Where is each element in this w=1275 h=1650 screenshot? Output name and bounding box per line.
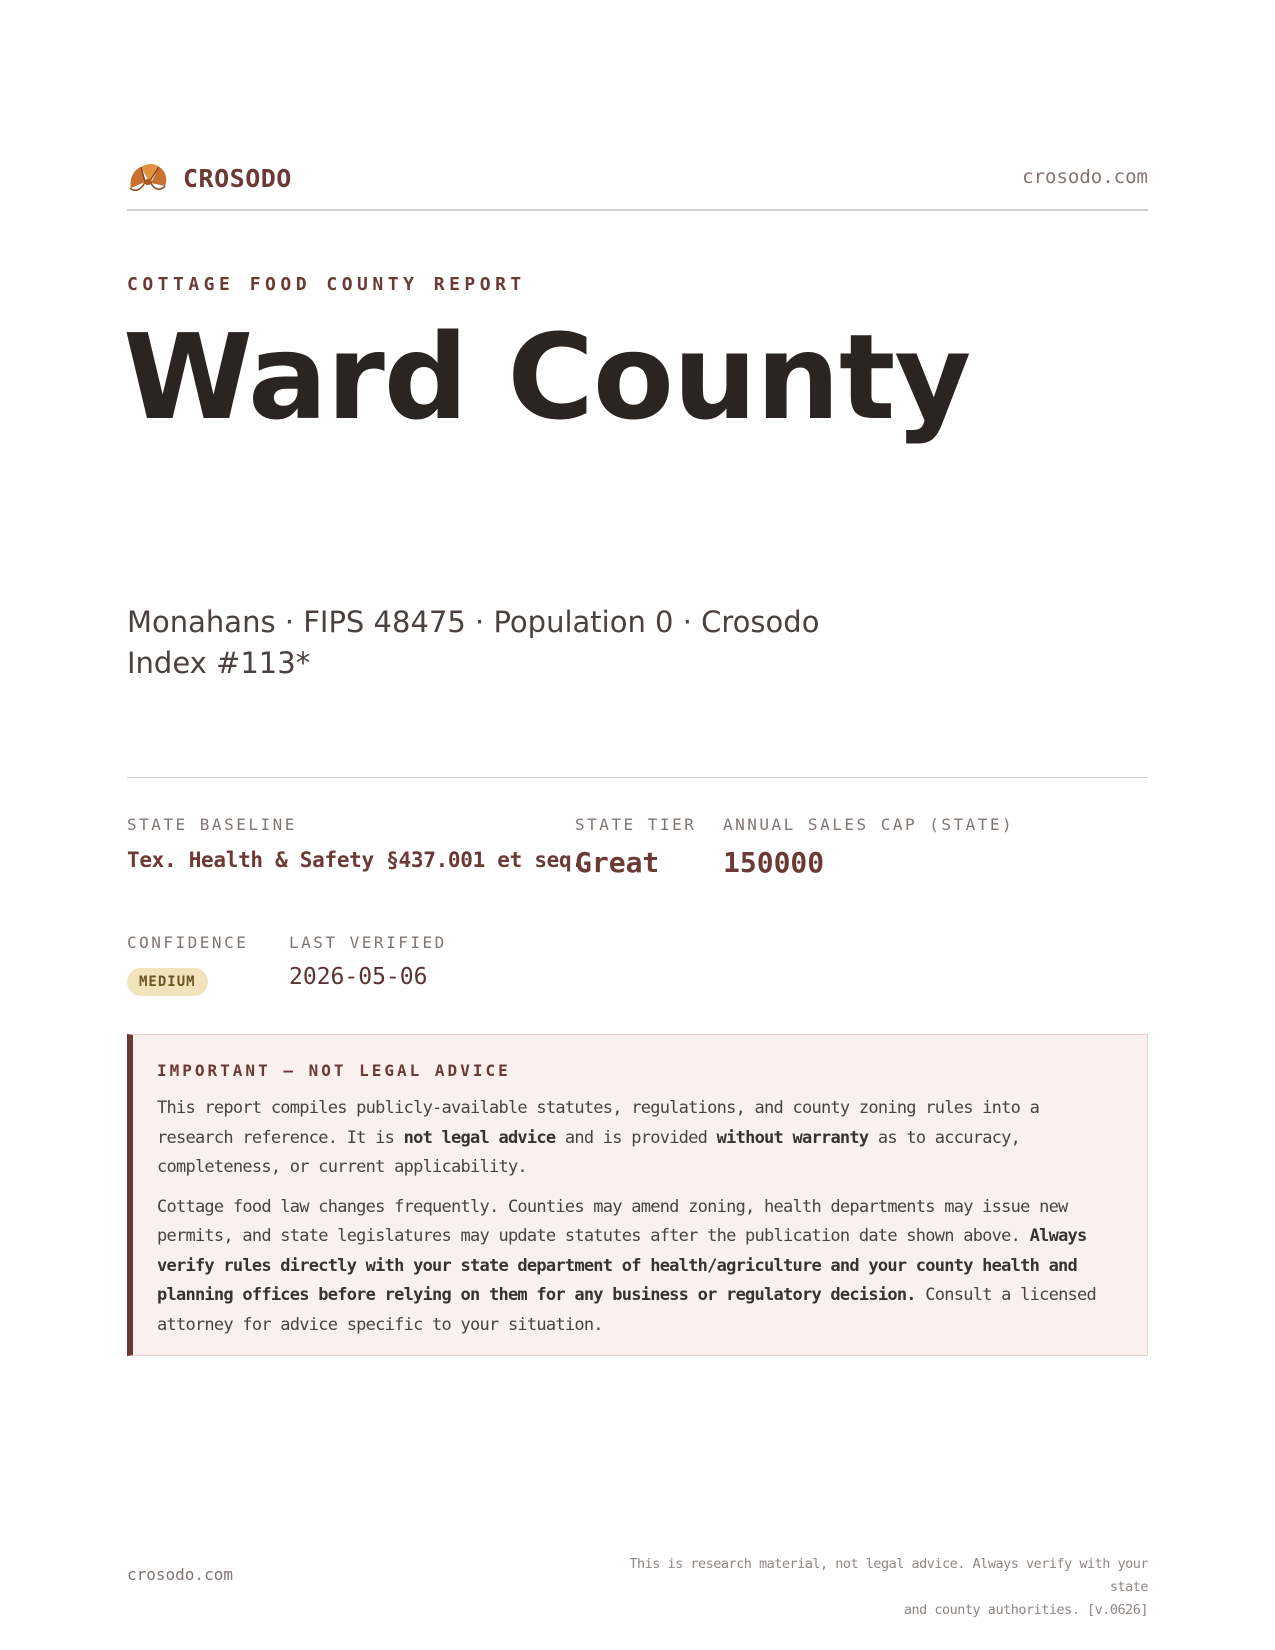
disclaimer-text: This report compiles publicly-available statutes, regulations, and county zoning rules into a research reference. It is [157,1098,1040,1148]
state-baseline-value: Tex. Health & Safety §437.001 et seq. [127,848,584,872]
brand-name: CROSODO [183,163,292,193]
footer-disclaimer-line: and county authorities. [v.0626] [903,1602,1148,1618]
site-url-link[interactable]: crosodo.com [1022,166,1148,188]
disclaimer-title: IMPORTANT — NOT LEGAL ADVICE [157,1061,511,1080]
sales-cap-field [723,815,1014,879]
state-tier-field [575,815,696,879]
sales-cap-value: 150000 [723,846,825,879]
confidence-field [127,933,248,996]
brand-logo[interactable] [127,158,292,198]
page-header [127,158,1148,208]
croissant-icon [127,158,169,198]
disclaimer-emphasis: not legal advice [403,1127,556,1148]
disclaimer-emphasis: without warranty [716,1127,869,1148]
section-divider [127,777,1148,778]
state-baseline-field [127,815,584,872]
disclaimer-emphasis: Always verify rules directly with your state department of health/agriculture and your county health and planning offices before relying on them for any business or regulatory decision. [157,1226,1087,1305]
disclaimer-text: Consult a licensed attorney for advice specific to your situation. [157,1285,1097,1335]
report-page [123,0,1148,1650]
disclaimer-paragraph-1 [157,1094,1123,1183]
last-verified-label: LAST VERIFIED [289,933,447,952]
sales-cap-label: ANNUAL SALES CAP (STATE) [723,815,1015,834]
disclaimer-text: as to accuracy, completeness, or current applicability. [157,1127,1021,1177]
confidence-badge: MEDIUM [127,968,208,996]
header-divider [127,209,1148,211]
county-subtitle: Monahans · FIPS 48475 · Population 0 · Crosodo Index #113* [127,605,820,680]
page-title: Ward County [123,308,971,446]
disclaimer-text: Cottage food law changes frequently. Counties may amend zoning, health departments may issue new permits, and state legislatures may update statutes after the publication date shown above. [157,1196,1068,1246]
disclaimer-text: and is provided [555,1127,717,1148]
report-type-label: COTTAGE FOOD COUNTY REPORT [127,274,526,295]
state-baseline-label: STATE BASELINE [127,815,297,834]
disclaimer-paragraph-2 [157,1193,1123,1341]
confidence-label: CONFIDENCE [127,933,249,952]
footer-disclaimer-line: This is research material, not legal advice. Always verify with your state [629,1556,1148,1595]
last-verified-field [289,933,447,990]
legal-disclaimer-box [127,1034,1148,1356]
state-tier-value: Great [575,846,660,879]
state-tier-label: STATE TIER [575,815,697,834]
footer-site-url[interactable]: crosodo.com [127,1565,233,1584]
last-verified-value: 2026-05-06 [289,964,428,990]
footer-disclaimer [628,1553,1148,1622]
